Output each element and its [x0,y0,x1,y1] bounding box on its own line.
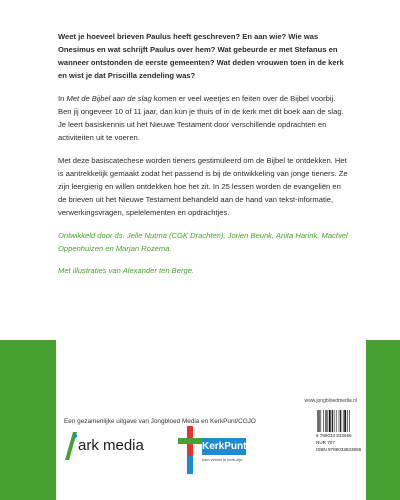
kerkpunt-cross-icon [178,426,202,474]
back-cover-text [58,30,348,286]
kerkpunt-wordmark: KerkPunt [202,438,246,455]
isbn-number: ISBN 9789033833656 [316,447,362,452]
para1-prefix: In [58,94,67,103]
description-paragraph-1 [58,92,348,144]
illustrations-credit: Met illustraties van Alexander ten Berge. [58,266,195,275]
ark-media-logo [64,428,154,466]
credits-text: Ontwikkeld door ds. Jelle Nutma (CGK Drachten), Jorien Beunk, Anita Harink, Machiel Oppenhuizen en Marjan Rozema. [58,231,348,253]
website-url: www.jongbloedmedia.nl [304,398,357,404]
publisher-line: Een gezamenlijke uitgave van Jongbloed Media en KerkPunt/CGJO [64,418,256,425]
barcode-block [316,410,362,452]
barcode-digits: 9 789033 833656 [316,433,352,438]
kerkpunt-logo [178,426,264,478]
kerkpunt-tagline: kom verder in kerk-zijn [202,457,243,462]
ark-media-slash-icon [64,432,78,460]
nur-code: NUR 707 [316,440,335,445]
isbn-barcode [316,410,362,432]
description-paragraph-2: Met deze basiscatechese worden tieners gestimuleerd om de Bijbel te ontdekken. Het is aantrekkelijk gemaakt zodat het passend is bij de ontwikkeling van jonge tieners. Ze zijn leergierig en willen ontdekken hoe het zit. In 25 lessen worden de evangeliën en de brieven uit het Nieuwe Testament behandeld aan de hand van tekst-informatie, verwerkingsvragen, spelelementen en opdrachtjes. [58,156,348,217]
intro-questions: Weet je hoeveel brieven Paulus heeft geschreven? En aan wie? Wie was Onesimus en wat schrijft Paulus over hem? Wat gebeurde er met Stefanus en wanneer ontstonden de eerste gemeenten? Wat deden vrouwen toen in de kerk en wist je dat Priscilla zendeling was? [58,32,344,80]
para1-rest: komen er veel weetjes en feiten over de Bijbel voorbij. Ben jij ongeveer 10 of 11 jaar, dan kun je thuis of in de kerk met dit boek aan de slag. Je leert basiskennis uit het Nieuwe Testament door verschillende opdrachten en activiteiten uit te voeren. [58,94,344,142]
book-title: Met de Bijbel aan de slag [66,94,152,103]
ark-media-text: ark media [78,437,144,454]
